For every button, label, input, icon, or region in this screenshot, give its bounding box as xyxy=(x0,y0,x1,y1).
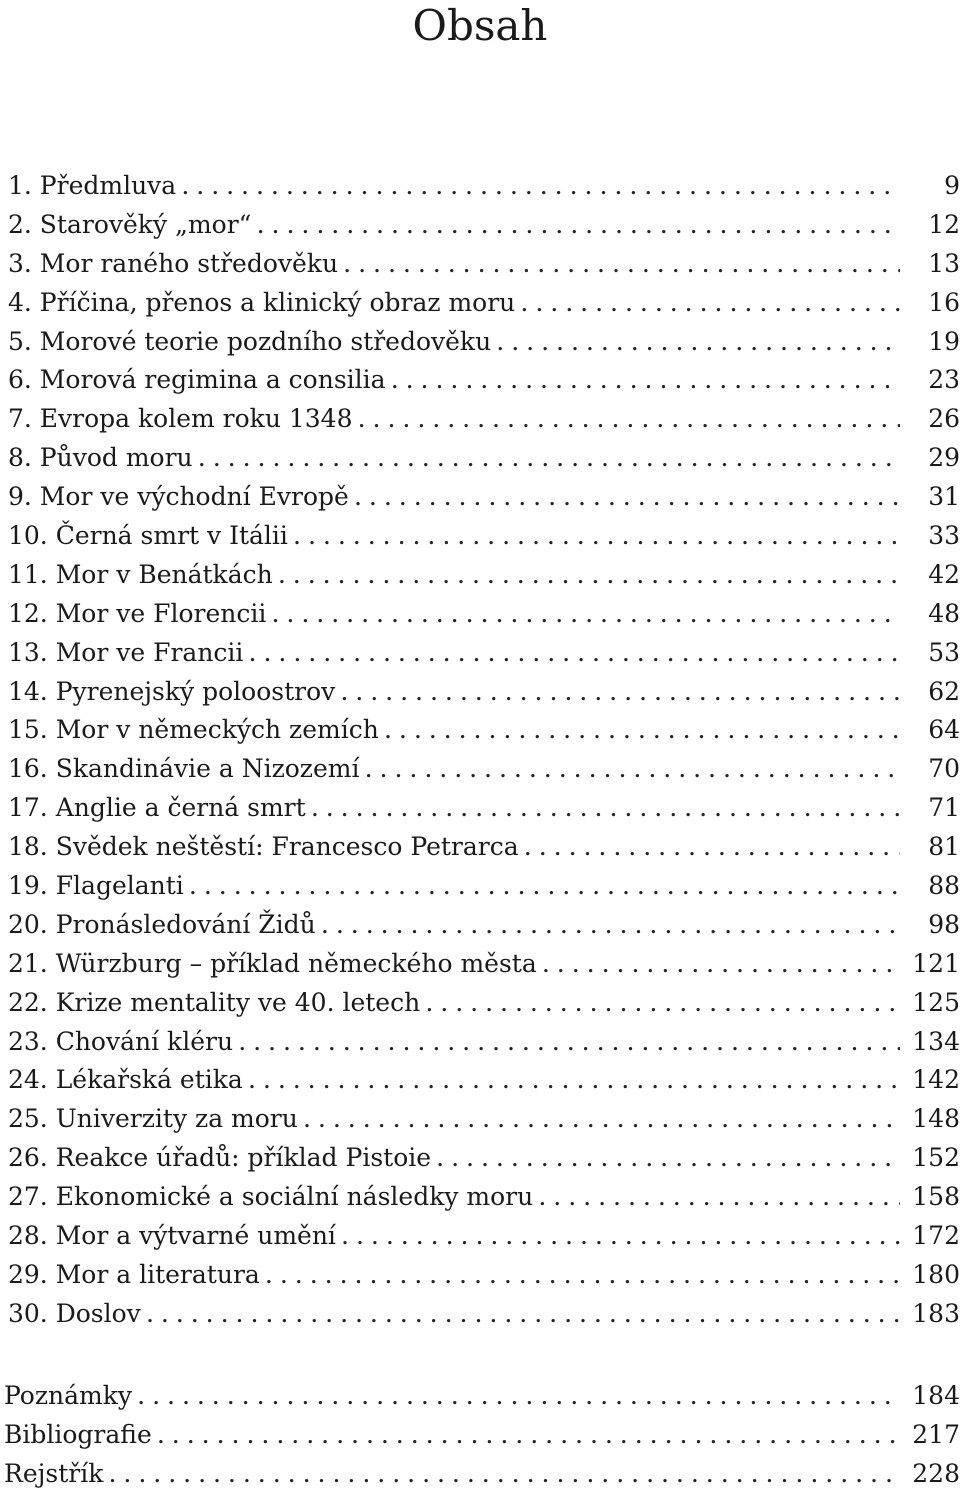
dot-leader xyxy=(257,209,900,248)
toc-page-number: 33 xyxy=(928,521,960,551)
dot-leader xyxy=(344,248,900,287)
toc-row[interactable] xyxy=(8,828,960,867)
toc-row[interactable] xyxy=(8,711,960,750)
toc-row[interactable] xyxy=(8,1217,960,1256)
toc-page-number: 9 xyxy=(944,171,960,200)
toc-row[interactable] xyxy=(8,245,960,284)
toc-entry-label: Rejstřík xyxy=(4,1458,104,1488)
toc-entry-label: 10. Černá smrt v Itálii xyxy=(8,521,288,551)
dot-leader xyxy=(266,1259,900,1298)
toc-entry-label: 29. Mor a literatura xyxy=(8,1259,260,1289)
dot-leader xyxy=(312,792,900,831)
dot-leader xyxy=(385,714,900,753)
dot-leader xyxy=(342,1220,900,1259)
toc-entry-label: 18. Svědek neštěstí: Francesco Petrarca xyxy=(8,832,519,862)
toc-entry-label: 24. Lékařská etika xyxy=(8,1065,243,1095)
dot-leader xyxy=(322,909,900,948)
toc-entry-label: 13. Mor ve Francii xyxy=(8,637,244,667)
toc-page-number: 81 xyxy=(928,832,960,862)
toc-page-number: 121 xyxy=(912,948,960,978)
toc-page-number: 19 xyxy=(928,326,960,356)
toc-page-number: 184 xyxy=(912,1381,960,1410)
toc-page-number: 23 xyxy=(928,365,960,395)
toc-row[interactable] xyxy=(4,1455,960,1494)
toc-entry-label: 25. Univerzity za moru xyxy=(8,1104,298,1134)
dot-leader xyxy=(365,753,900,792)
dot-leader xyxy=(147,1298,900,1337)
toc-page-number: 29 xyxy=(928,443,960,473)
toc-page-number: 16 xyxy=(928,287,960,317)
toc-entry-label: 2. Starověký „mor“ xyxy=(8,209,252,239)
toc-entry-label: Bibliografie xyxy=(4,1419,152,1449)
toc-page-number: 70 xyxy=(928,754,960,784)
toc-page-number: 13 xyxy=(928,248,960,278)
toc-entry-label: 9. Mor ve východní Evropě xyxy=(8,482,349,512)
toc-row[interactable] xyxy=(8,906,960,945)
toc-row[interactable] xyxy=(8,595,960,634)
toc-row[interactable] xyxy=(8,1023,960,1062)
dot-leader xyxy=(249,1064,900,1103)
toc-entry-label: 16. Skandinávie a Nizozemí xyxy=(8,754,360,784)
dot-leader xyxy=(294,520,900,559)
toc-entry-label: 12. Mor ve Florencii xyxy=(8,598,267,628)
toc-row[interactable] xyxy=(8,284,960,323)
dot-leader xyxy=(355,481,900,520)
toc-page-number: 88 xyxy=(928,871,960,901)
toc-entry-label: 11. Mor v Benátkách xyxy=(8,559,273,589)
toc-row[interactable] xyxy=(8,478,960,517)
toc-entry-label: 1. Předmluva xyxy=(8,171,177,200)
toc-page-number: 62 xyxy=(928,676,960,706)
toc-row[interactable] xyxy=(8,1256,960,1295)
toc-entry-label: 3. Mor raného středověku xyxy=(8,248,339,278)
dot-leader xyxy=(437,1142,900,1181)
toc-row[interactable] xyxy=(8,673,960,712)
toc-entry-label: 6. Morová regimina a consilia xyxy=(8,365,386,395)
toc-page-number: 180 xyxy=(912,1259,960,1289)
dot-leader xyxy=(543,948,900,987)
toc-row[interactable] xyxy=(8,439,960,478)
dot-leader xyxy=(190,870,900,909)
toc-entry-label: 28. Mor a výtvarné umění xyxy=(8,1221,336,1251)
toc-page-number: 64 xyxy=(928,715,960,745)
toc-entry-label: 22. Krize mentality ve 40. letech xyxy=(8,987,421,1017)
toc-row[interactable] xyxy=(8,789,960,828)
toc-page-number: 98 xyxy=(928,909,960,939)
toc-row[interactable] xyxy=(8,1061,960,1100)
chapter-list xyxy=(8,167,960,1334)
dot-leader xyxy=(249,637,900,676)
toc-page-number: 134 xyxy=(912,1026,960,1056)
toc-entry-label: 19. Flagelanti xyxy=(8,871,184,901)
toc-page-number: 172 xyxy=(912,1221,960,1251)
toc-entry-label: 15. Mor v německých zemích xyxy=(8,715,379,745)
toc-row[interactable] xyxy=(8,1100,960,1139)
toc-row[interactable] xyxy=(4,1416,960,1455)
dot-leader xyxy=(279,559,900,598)
dot-leader xyxy=(525,831,900,870)
dot-leader xyxy=(158,1419,900,1458)
dot-leader xyxy=(426,987,900,1026)
toc-entry-label: 30. Doslov xyxy=(8,1298,141,1328)
dot-leader xyxy=(138,1380,900,1419)
appendix-list xyxy=(4,1377,960,1494)
dot-leader xyxy=(392,364,900,403)
toc-page-number: 152 xyxy=(912,1143,960,1173)
toc-page-number: 12 xyxy=(928,209,960,239)
dot-leader xyxy=(239,1026,900,1065)
toc-entry-label: 21. Würzburg – příklad německého města xyxy=(8,948,537,978)
dot-leader xyxy=(272,598,900,637)
dot-leader xyxy=(109,1458,900,1497)
dot-leader xyxy=(304,1103,900,1142)
toc-row[interactable] xyxy=(8,517,960,556)
toc-entry-label: 26. Reakce úřadů: příklad Pistoie xyxy=(8,1143,432,1173)
toc-page-number: 158 xyxy=(912,1182,960,1212)
toc-row[interactable] xyxy=(8,1295,960,1334)
toc-row[interactable] xyxy=(8,750,960,789)
toc-page-number: 26 xyxy=(928,404,960,434)
toc-row[interactable] xyxy=(8,361,960,400)
toc-page-number: 142 xyxy=(912,1065,960,1095)
dot-leader xyxy=(521,287,900,326)
toc-page-number: 217 xyxy=(912,1419,960,1449)
dot-leader xyxy=(341,676,900,715)
toc-entry-label: 20. Pronásledování Židů xyxy=(8,909,316,939)
toc-page-number: 148 xyxy=(912,1104,960,1134)
dot-leader xyxy=(199,442,900,481)
toc-row[interactable] xyxy=(8,984,960,1023)
toc-entry-label: 23. Chování kléru xyxy=(8,1026,234,1056)
toc-row[interactable] xyxy=(8,206,960,245)
toc-entry-label: 5. Morové teorie pozdního středověku xyxy=(8,326,492,356)
dot-leader xyxy=(359,403,901,442)
toc-row[interactable] xyxy=(8,945,960,984)
toc-row[interactable] xyxy=(8,400,960,439)
toc-row[interactable] xyxy=(8,1178,960,1217)
toc-entry-label: 17. Anglie a černá smrt xyxy=(8,793,306,823)
toc-page-number: 42 xyxy=(928,559,960,589)
toc-row[interactable] xyxy=(4,1377,960,1416)
toc-page-number: 48 xyxy=(928,598,960,628)
toc-page-number: 31 xyxy=(928,482,960,512)
toc-row[interactable] xyxy=(8,1139,960,1178)
toc-entry-label: 14. Pyrenejský poloostrov xyxy=(8,676,336,706)
toc-entry-label: 8. Původ moru xyxy=(8,443,193,473)
dot-leader xyxy=(182,170,900,209)
toc-entry-label: 27. Ekonomické a sociální následky moru xyxy=(8,1182,534,1212)
toc-row[interactable] xyxy=(8,167,960,206)
toc-page-number: 125 xyxy=(912,987,960,1017)
toc-row[interactable] xyxy=(8,556,960,595)
page-title: Obsah xyxy=(412,1,548,50)
toc-page-number: 71 xyxy=(928,793,960,823)
toc-page-number: 228 xyxy=(912,1458,960,1488)
dot-leader xyxy=(497,326,900,365)
toc-page-number: 183 xyxy=(912,1298,960,1328)
toc-entry-label: 7. Evropa kolem roku 1348 xyxy=(8,404,353,434)
toc-entry-label: Poznámky xyxy=(4,1381,133,1410)
toc-page-number: 53 xyxy=(928,637,960,667)
toc-row[interactable] xyxy=(8,867,960,906)
toc-row[interactable] xyxy=(8,323,960,362)
dot-leader xyxy=(539,1181,900,1220)
toc-entry-label: 4. Příčina, přenos a klinický obraz moru xyxy=(8,287,516,317)
toc-row[interactable] xyxy=(8,634,960,673)
